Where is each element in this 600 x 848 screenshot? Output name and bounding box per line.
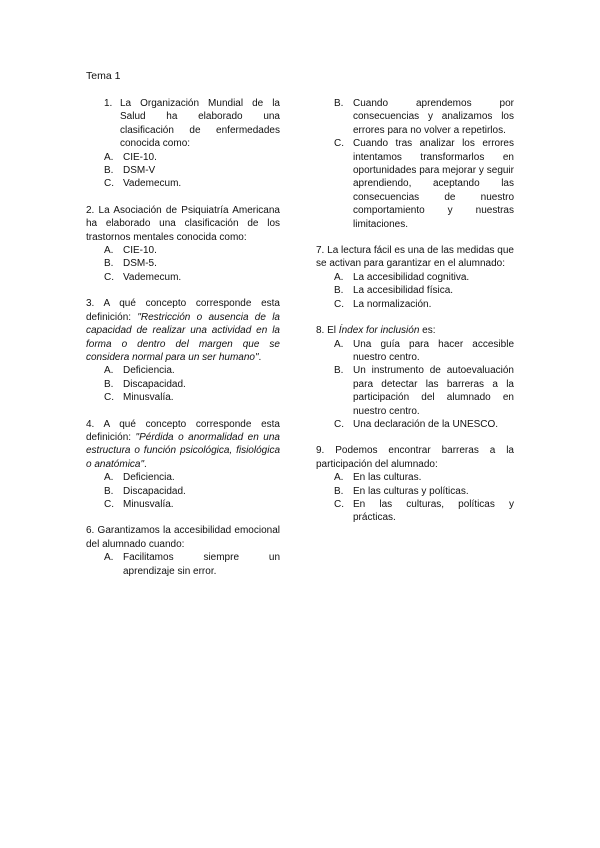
left-column xyxy=(86,97,280,591)
question-7-stem: 7. La lectura fácil es una de las medidas que se activan para garantizar en el alumnado: xyxy=(316,245,514,270)
option-text: Deficiencia. xyxy=(123,365,175,377)
option-letter: C. xyxy=(334,298,344,310)
option-c[interactable] xyxy=(104,177,280,190)
option-text: Minusvalía. xyxy=(123,392,174,404)
option-a[interactable] xyxy=(334,471,514,484)
option-b[interactable] xyxy=(104,164,280,177)
option-letter: B. xyxy=(334,98,344,109)
option-a[interactable] xyxy=(104,244,280,257)
option-text: La accesibilidad física. xyxy=(353,285,454,297)
right-column xyxy=(316,97,514,538)
question-6 xyxy=(86,524,280,578)
option-a[interactable] xyxy=(104,364,280,377)
question-1-stem: La Organización Mundial de la Salud ha elaborado una clasificación de enfermedades conocida como: xyxy=(120,98,280,150)
option-text: Discapacidad. xyxy=(123,485,186,497)
option-letter: A. xyxy=(334,338,344,350)
option-a[interactable] xyxy=(104,471,280,484)
question-8-index-title: Índex for inclusión xyxy=(338,325,420,337)
option-letter: C. xyxy=(104,178,114,190)
option-letter: B. xyxy=(104,378,114,390)
option-letter: A. xyxy=(104,245,114,257)
option-text: Una declaración de la UNESCO. xyxy=(353,418,499,430)
option-text: Discapacidad. xyxy=(123,378,186,390)
option-c[interactable] xyxy=(104,271,280,284)
option-c[interactable] xyxy=(334,137,514,231)
option-letter: A. xyxy=(104,151,114,163)
option-text: CIE-10. xyxy=(123,245,157,257)
question-3-suffix: . xyxy=(258,351,262,363)
question-3 xyxy=(86,297,280,404)
question-7 xyxy=(316,244,514,311)
option-text: En las culturas. xyxy=(353,472,422,484)
option-text: Minusvalía. xyxy=(123,498,174,510)
option-text: DSM-5. xyxy=(123,258,157,270)
option-b[interactable] xyxy=(104,485,280,498)
option-letter: A. xyxy=(334,271,344,283)
question-3-options xyxy=(86,364,280,404)
option-text: Facilitamos siempre un aprendizaje sin error. xyxy=(123,552,280,577)
question-3-definition: "Restricción o ausencia de la capacidad de realizar una actividad en la forma o dentro del margen que se considera normal para un ser humano" xyxy=(86,311,280,363)
option-letter: A. xyxy=(104,552,114,564)
option-b[interactable] xyxy=(334,284,514,297)
question-4 xyxy=(86,418,280,512)
question-1-options xyxy=(86,151,280,191)
option-letter: A. xyxy=(334,472,344,484)
option-letter: C. xyxy=(104,392,114,404)
option-text: En las culturas y políticas. xyxy=(353,485,469,497)
question-2-stem: 2. La Asociación de Psiquiatría Americana ha elaborado una clasificación de los trastornos mentales conocida como: xyxy=(86,204,280,243)
option-text: La accesibilidad cognitiva. xyxy=(353,271,470,283)
option-text: Un instrumento de autoevaluación para detectar las barreras a la participación del alumnado en nuestro centro. xyxy=(353,365,514,417)
option-text: Deficiencia. xyxy=(123,472,175,484)
option-b[interactable] xyxy=(334,485,514,498)
option-letter: B. xyxy=(334,365,344,377)
option-text: En las culturas, políticas y prácticas. xyxy=(353,498,514,524)
option-c[interactable] xyxy=(104,498,280,511)
option-a[interactable] xyxy=(334,271,514,284)
question-4-suffix: . xyxy=(144,458,147,470)
option-b[interactable] xyxy=(104,378,280,391)
option-b[interactable] xyxy=(104,257,280,270)
question-8 xyxy=(316,324,514,431)
question-4-definition: "Pérdida o anormalidad en una estructura o función psicológica, fisiológica o anatómica" xyxy=(86,431,280,470)
question-3-stem xyxy=(86,297,280,364)
option-letter: B. xyxy=(104,258,114,270)
question-7-options xyxy=(316,271,514,311)
question-4-prefix: 4. A qué concepto corresponde esta definición: xyxy=(86,418,280,443)
option-letter: C. xyxy=(334,498,344,510)
option-b[interactable] xyxy=(334,364,514,418)
question-6-options xyxy=(86,551,280,578)
option-letter: C. xyxy=(334,418,344,430)
option-letter: A. xyxy=(104,365,114,377)
option-a[interactable] xyxy=(104,551,280,578)
option-letter: B. xyxy=(334,485,344,497)
question-8-options xyxy=(316,338,514,432)
option-c[interactable] xyxy=(334,298,514,311)
question-6-options-continued xyxy=(316,97,514,231)
question-4-options xyxy=(86,471,280,511)
question-2-options xyxy=(86,244,280,284)
option-b[interactable] xyxy=(334,97,514,137)
option-text: Cuando tras analizar los errores intentamos transformarlos en oportunidades para mejorar y seguir aprendiendo, aceptando las consecuencias de nuestro comportamiento y nuestras limitaciones. xyxy=(353,138,514,230)
option-text: Cuando aprendemos por consecuencias y analizamos los errores para no volver a repetirlos. xyxy=(353,98,514,136)
option-text: Vademecum. xyxy=(123,271,182,283)
question-1-number: 1. xyxy=(104,98,113,109)
option-letter: C. xyxy=(104,498,114,510)
option-text: CIE-10. xyxy=(123,151,157,163)
option-text: La normalización. xyxy=(353,298,432,310)
question-9 xyxy=(316,444,514,524)
option-letter: B. xyxy=(104,485,114,497)
option-letter: B. xyxy=(334,285,344,297)
option-letter: C. xyxy=(334,138,344,150)
question-1 xyxy=(86,97,280,191)
document-title: Tema 1 xyxy=(86,70,121,82)
option-letter: B. xyxy=(104,165,114,177)
question-9-options xyxy=(316,471,514,525)
question-4-stem xyxy=(86,418,280,472)
question-6-stem: 6. Garantizamos la accesibilidad emocional del alumnado cuando: xyxy=(86,525,280,550)
question-8-prefix: 8. El xyxy=(316,325,339,337)
option-a[interactable] xyxy=(104,151,280,164)
option-letter: C. xyxy=(104,271,114,283)
question-9-stem: 9. Podemos encontrar barreras a la participación del alumnado: xyxy=(316,445,514,470)
option-a[interactable] xyxy=(334,338,514,365)
question-2 xyxy=(86,204,280,284)
option-text: Una guía para hacer accesible nuestro centro. xyxy=(353,338,514,363)
option-c[interactable] xyxy=(334,418,514,431)
option-text: DSM-V xyxy=(123,165,156,177)
option-c[interactable] xyxy=(334,498,514,525)
question-8-stem xyxy=(316,324,514,337)
option-c[interactable] xyxy=(104,391,280,404)
option-text: Vademecum. xyxy=(123,178,182,190)
question-8-suffix: es: xyxy=(419,325,436,337)
option-letter: A. xyxy=(104,472,114,484)
question-3-prefix: 3. A qué concepto corresponde esta definición: xyxy=(86,298,280,323)
